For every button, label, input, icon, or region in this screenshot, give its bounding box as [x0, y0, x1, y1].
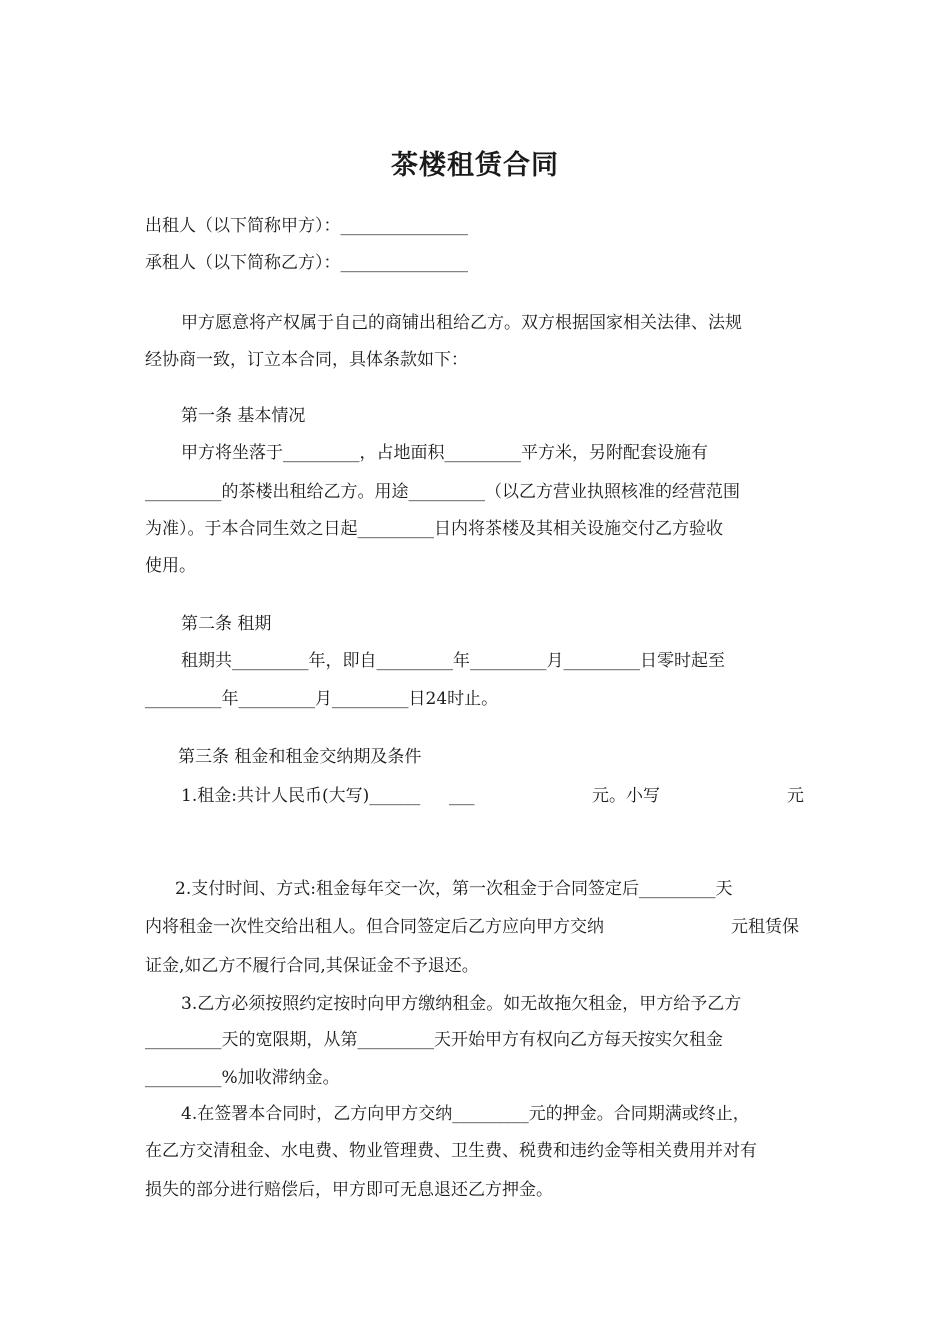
article2-heading: 第二条 租期	[181, 614, 272, 634]
article3-item2-line-1: 2.支付时间、方式:租金每年交一次，第一次租金于合同签定后_________天	[175, 879, 733, 899]
article3-item3-line-3: _________%加收滞纳金。	[145, 1068, 340, 1088]
article3-item4-line-2: 在乙方交清租金、水电费、物业管理费、卫生费、税费和违约金等相关费用并对有	[145, 1141, 757, 1161]
article2-line-1: 租期共_________年，即自_________年_________月_________日零时起至	[181, 651, 725, 671]
item1-part-d: 元	[787, 786, 804, 806]
document-title: 茶楼租赁合同	[391, 150, 559, 181]
article3-item3-line-1: 3.乙方必须按照约定按时向甲方缴纳租金。如无故拖欠租金，甲方给予乙方	[181, 994, 742, 1014]
article1-line-2: _________的茶楼出租给乙方。用途_________（以乙方营业执照核准的经营范围	[145, 482, 740, 502]
article3-item2-line-3: 证金,如乙方不履行合同,其保证金不予退还。	[145, 956, 479, 976]
lessee-line: 承租人（以下简称乙方）：_______________	[145, 253, 468, 273]
article3-item3-line-2: _________天的宽限期，从第_________天开始甲方有权向乙方每天按实欠租金	[145, 1030, 723, 1050]
article3-item4-line-1: 4.在签署本合同时，乙方向甲方交纳_________元的押金。合同期满或终止，	[181, 1104, 750, 1124]
lessor-line: 出租人（以下简称甲方）：_______________	[145, 216, 468, 236]
article3-item1	[181, 783, 810, 809]
preamble-line-1: 甲方愿意将产权属于自己的商铺出租给乙方。双方根据国家相关法律、法规	[181, 313, 742, 333]
article1-line-4: 使用。	[145, 556, 196, 576]
article1-line-3: 为准）。于本合同生效之日起_________日内将茶楼及其相关设施交付乙方验收	[145, 519, 723, 539]
item1-part-c: 元。小写	[592, 786, 660, 806]
article3-item2-line-2: 内将租金一次性交给出租人。但合同签定后乙方应向甲方交纳	[145, 917, 604, 937]
preamble-line-2: 经协商一致，订立本合同，具体条款如下：	[145, 350, 468, 370]
article3-item4-line-3: 损失的部分进行赔偿后，甲方即可无息退还乙方押金。	[145, 1180, 553, 1200]
article3-heading: 第三条 租金和租金交纳期及条件	[178, 747, 422, 767]
article2-line-2: _________年_________月_________日24时止。	[145, 689, 499, 709]
item1-part-a: 1.租金:共计人民币(大写)______	[181, 786, 421, 806]
article1-line-1: 甲方将坐落于_________，占地面积_________平方米，另附配套设施有	[181, 443, 708, 463]
item1-part-b: ___	[449, 786, 475, 806]
article3-item2-line-2-end: 元租赁保	[731, 917, 799, 937]
article1-heading: 第一条 基本情况	[181, 406, 306, 426]
